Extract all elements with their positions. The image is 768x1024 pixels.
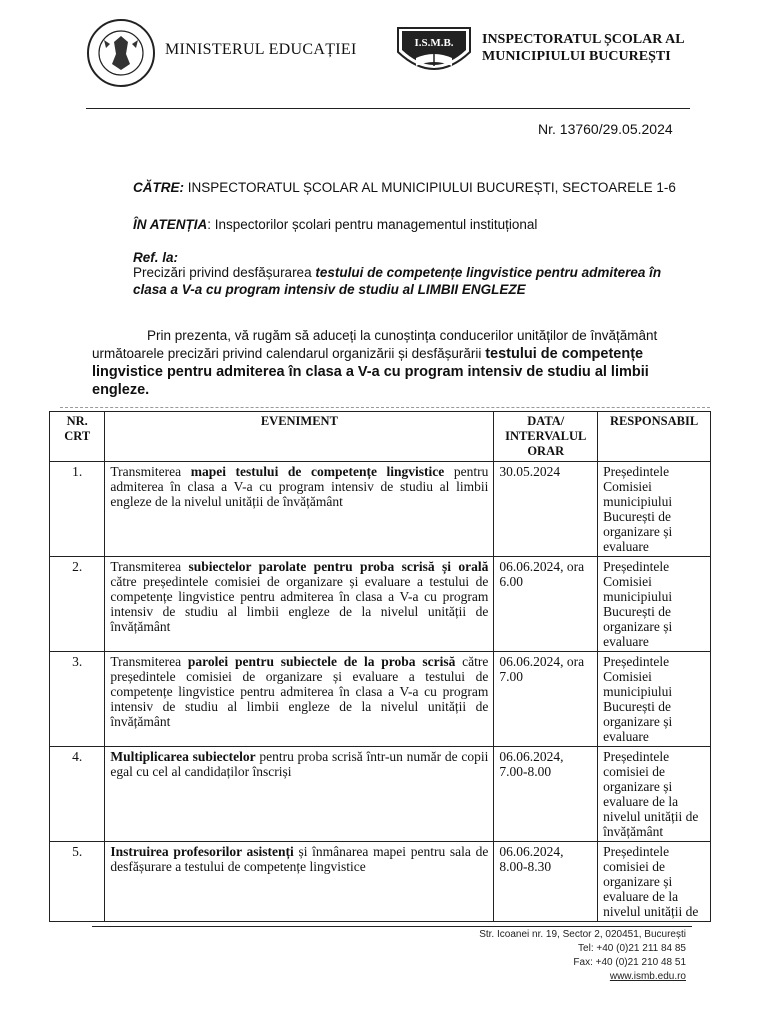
table-row — [50, 557, 711, 652]
row-number: 5. — [50, 842, 105, 922]
table-header-row — [50, 412, 711, 462]
attention-label: ÎN ATENȚIA — [133, 217, 208, 232]
footer-divider — [92, 926, 692, 927]
inspectorate-title — [482, 31, 685, 65]
attention-line — [133, 217, 537, 232]
footer-contact — [479, 928, 686, 984]
responsible-cell: Președintele Comisiei municipiului București de organizare și evaluare — [598, 462, 711, 557]
event-cell: Multiplicarea subiectelor pentru proba scrisă într-un număr de copii egal cu cel al candidaților înscriși — [105, 747, 494, 842]
row-number: 4. — [50, 747, 105, 842]
table-row — [50, 652, 711, 747]
calendar-table — [49, 411, 711, 922]
reference-emphasis: testului de competențe lingvistice pentru admiterea în clasa a V-a cu program intensiv de studiu al LIMBII ENGLEZE — [133, 265, 662, 297]
recipient-line — [133, 180, 676, 195]
table-row — [50, 842, 711, 922]
date-cell: 06.06.2024, 8.00-8.30 — [494, 842, 598, 922]
inspectorate-title-line1: INSPECTORATUL ȘCOLAR AL — [482, 32, 685, 47]
responsible-cell: Președintele comisiei de organizare și evaluare de la nivelul unității de — [598, 842, 711, 922]
inspectorate-title-line2: MUNICIPIULUI BUCUREȘTI — [482, 49, 671, 64]
header-divider — [86, 108, 690, 109]
responsible-cell: Președintele Comisiei municipiului București de organizare și evaluare — [598, 652, 711, 747]
ismb-logo-icon — [394, 22, 474, 84]
col-header-date: DATA/ INTERVALUL ORAR — [494, 412, 598, 462]
event-cell: Transmiterea mapei testului de competențe lingvistice pentru admiterea în clasa a V-a cu program intensiv de studiu al limbii engleze de la nivelul unității de învățământ — [105, 462, 494, 557]
scan-artifact-line — [60, 407, 710, 408]
date-cell: 06.06.2024, 7.00-8.00 — [494, 747, 598, 842]
row-number: 3. — [50, 652, 105, 747]
responsible-cell: Președintele Comisiei municipiului București de organizare și evaluare — [598, 557, 711, 652]
event-cell: Transmiterea parolei pentru subiectele de la proba scrisă către președintele comisiei de organizare și evaluare a testului de competențe lingvistice pentru admiterea în clasa a V-a cu program intensiv de studiu al limbii engleze de la nivelul unității de învățământ — [105, 652, 494, 747]
row-number: 2. — [50, 557, 105, 652]
reference-text — [133, 264, 698, 298]
government-seal-icon — [86, 18, 156, 88]
date-cell: 06.06.2024, ora 6.00 — [494, 557, 598, 652]
reference-label: Ref. la: — [133, 250, 179, 265]
footer-fax: Fax: +40 (0)21 210 48 51 — [573, 957, 686, 968]
table-row — [50, 747, 711, 842]
intro-paragraph — [92, 327, 694, 399]
footer-website-link[interactable]: www.ismb.edu.ro — [609, 971, 686, 982]
col-header-nr: NR. CRT — [50, 412, 105, 462]
col-header-responsible: RESPONSABIL — [598, 412, 711, 462]
ministry-name: MINISTERUL EDUCAȚIEI — [165, 41, 357, 58]
attention-value: : Inspectorilor școlari pentru managementul instituțional — [207, 217, 538, 232]
recipient-label: CĂTRE: — [133, 180, 184, 195]
footer-address: Str. Icoanei nr. 19, Sector 2, 020451, București — [479, 929, 686, 940]
recipient-value: INSPECTORATUL ȘCOLAR AL MUNICIPIULUI BUCUREȘTI, SECTOARELE 1-6 — [184, 180, 676, 195]
responsible-cell: Președintele comisiei de organizare și evaluare de la nivelul unității de învățământ — [598, 747, 711, 842]
reference-plain: Precizări privind desfășurarea — [133, 265, 316, 280]
ismb-logo-text: I.S.M.B. — [414, 37, 454, 49]
intro-plain: Prin prezenta, vă rugăm să aduceți la cunoștința conducerilor unităților de învățământ următoarele precizări privind calendarul organizării și desfășurării — [92, 328, 658, 361]
row-number: 1. — [50, 462, 105, 557]
event-cell: Instruirea profesorilor asistenți și înmânarea mapei pentru sala de desfășurare a testului de competențe lingvistice — [105, 842, 494, 922]
footer-tel: Tel: +40 (0)21 211 84 85 — [578, 943, 686, 954]
date-cell: 06.06.2024, ora 7.00 — [494, 652, 598, 747]
intro-bold: testului de competențe lingvistice pentru admiterea în clasa a V-a cu program intensiv de studiu al limbii engleze. — [92, 346, 649, 398]
event-cell: Transmiterea subiectelor parolate pentru proba scrisă și orală către președintele comisiei de organizare și evaluare a testului de competențe lingvistice pentru admiterea în clasa a V-a cu program intensiv de studiu al limbii engleze de la nivelul unității de învățământ — [105, 557, 494, 652]
document-number: Nr. 13760/29.05.2024 — [538, 121, 673, 137]
table-row — [50, 462, 711, 557]
col-header-event: EVENIMENT — [105, 412, 494, 462]
date-cell: 30.05.2024 — [494, 462, 598, 557]
